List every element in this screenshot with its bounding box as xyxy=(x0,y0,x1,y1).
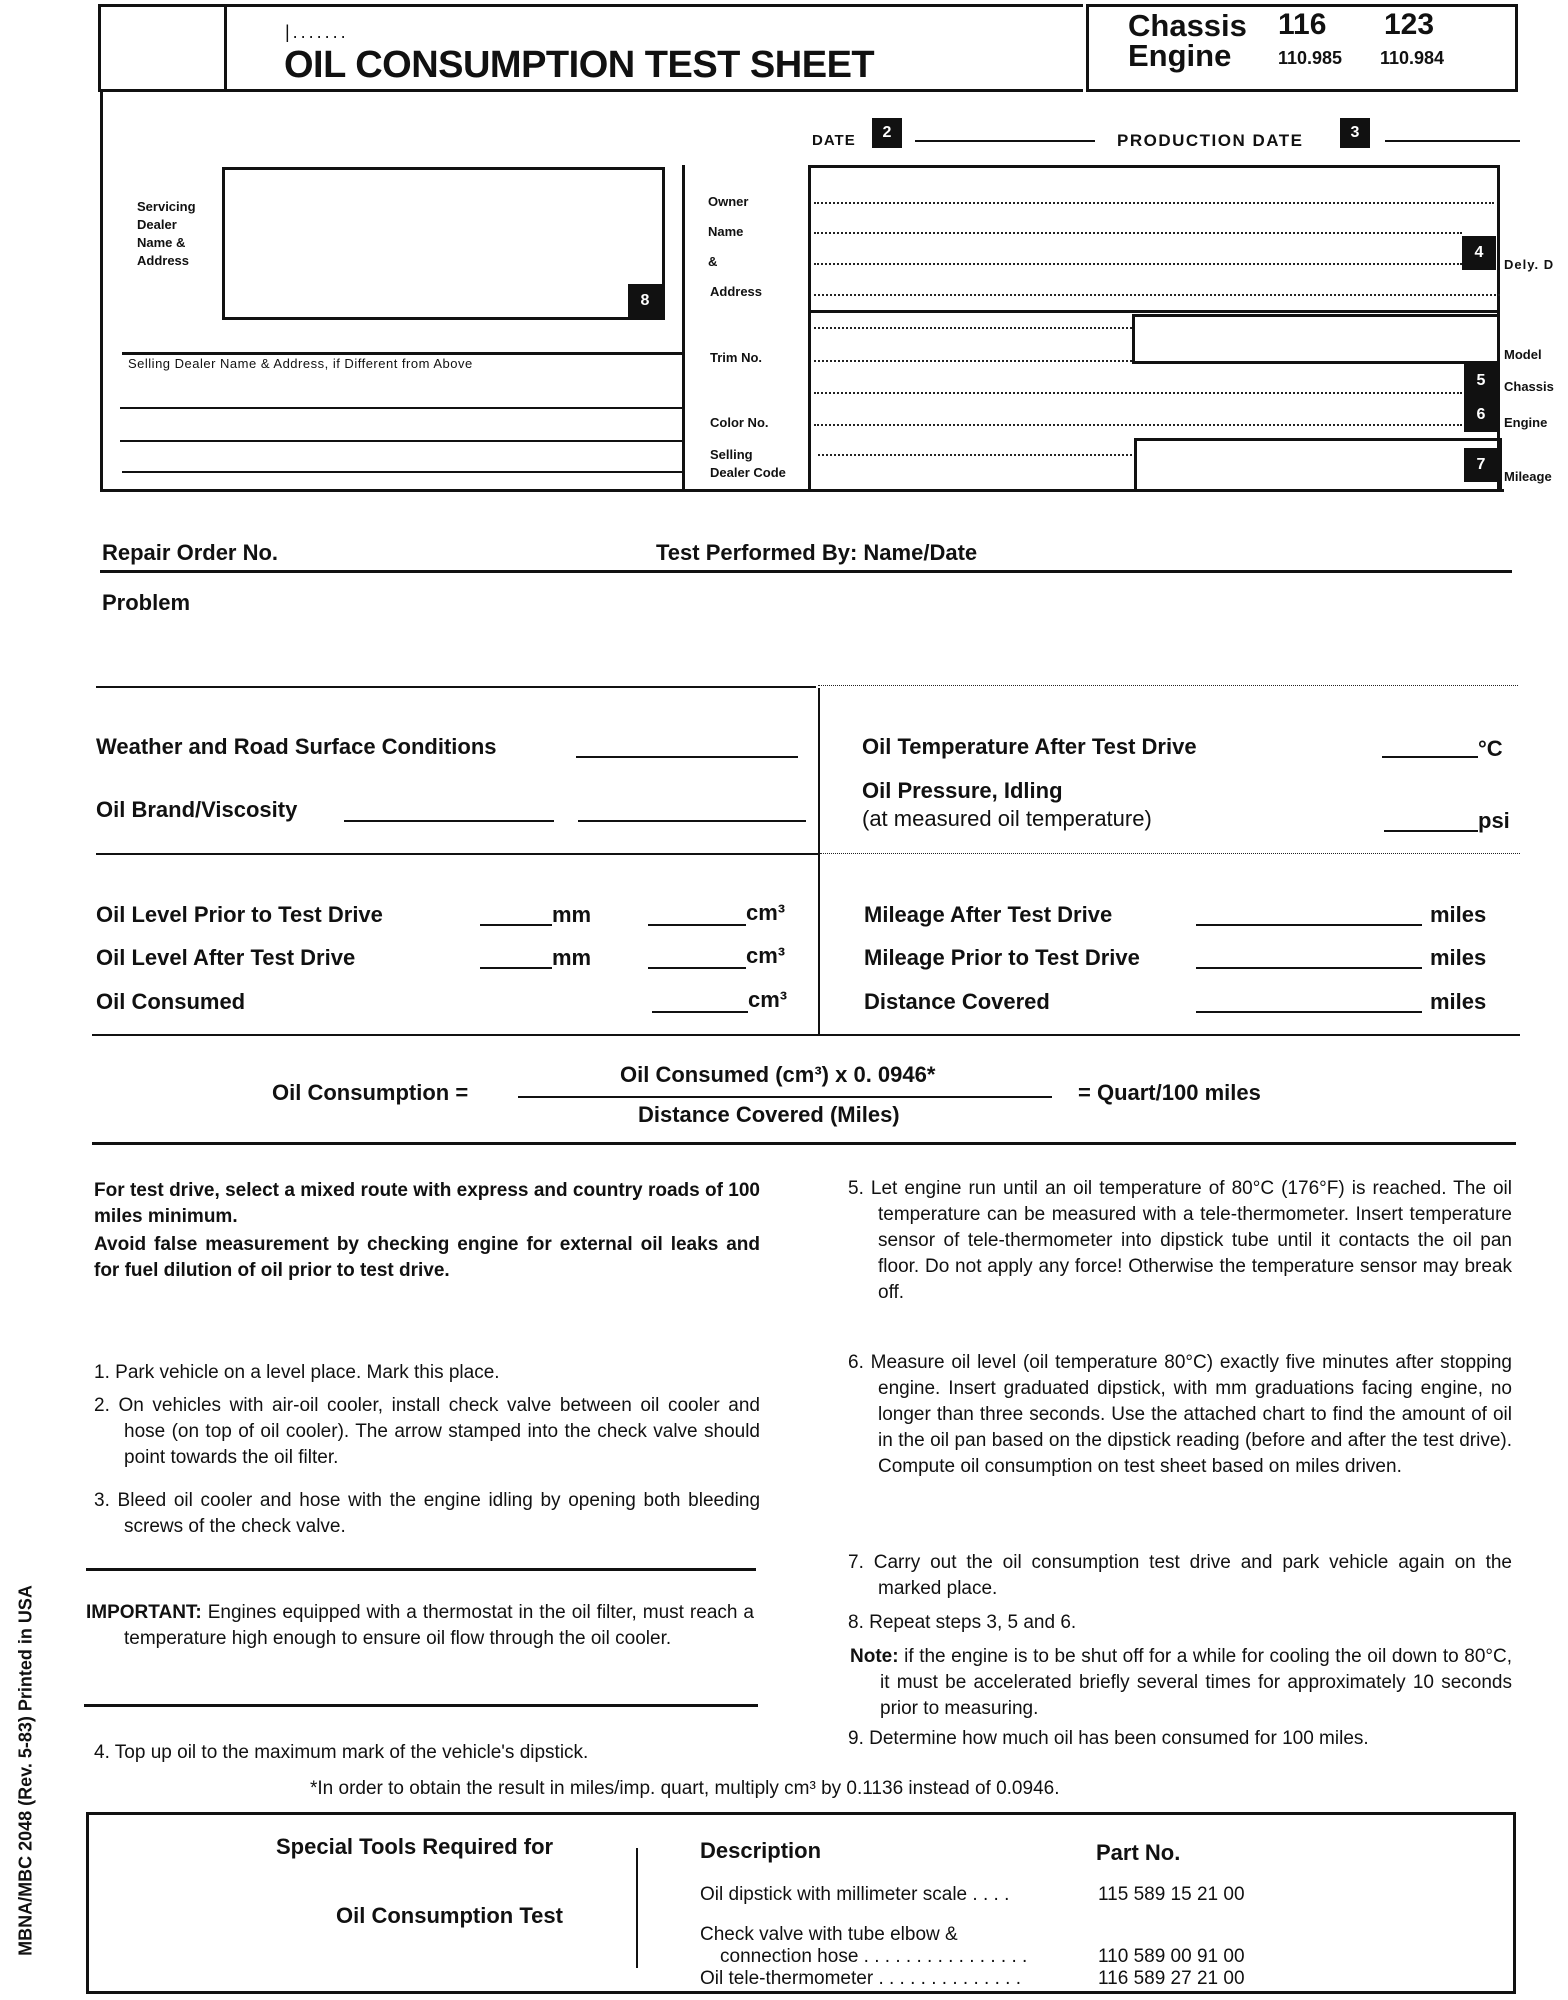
engine-110984: 110.984 xyxy=(1380,48,1445,68)
dealer-owner-divider xyxy=(682,165,685,492)
oil-level-prior-label: Oil Level Prior to Test Drive xyxy=(96,902,383,927)
oil-level-after-label: Oil Level After Test Drive xyxy=(96,945,356,970)
mileage-side-label: Mileage xyxy=(1504,469,1552,484)
oil-brand-field[interactable] xyxy=(344,820,554,822)
tools-divider xyxy=(636,1848,638,1968)
formula-rhs: = Quart/100 miles xyxy=(1078,1080,1261,1105)
tools-heading-2: Oil Consumption Test xyxy=(336,1903,563,1928)
problem-rule-right[interactable] xyxy=(818,685,1518,686)
model-field[interactable] xyxy=(1132,314,1500,364)
step-1: 1. Park vehicle on a level place. Mark this place. xyxy=(94,1362,500,1383)
formula-denominator: Distance Covered (Miles) xyxy=(638,1102,900,1127)
chassis-116: 116 xyxy=(1278,8,1327,41)
tools-heading-1: Special Tools Required for xyxy=(276,1834,554,1859)
owner-line-1[interactable] xyxy=(814,202,1494,204)
formula-fraction-bar xyxy=(518,1096,1052,1098)
selling-dealer-line-2[interactable] xyxy=(120,440,682,442)
chassis-side-label: Chassis xyxy=(1504,379,1554,394)
oil-pressure-label-1: Oil Pressure, Idling xyxy=(862,778,1063,803)
address-label: Address xyxy=(710,284,763,299)
formula-rule xyxy=(92,1142,1516,1145)
model-side-label: Model xyxy=(1504,347,1542,362)
tools-col-part: Part No. xyxy=(1096,1840,1181,1865)
owner-line-4[interactable] xyxy=(814,294,1500,296)
engine-label: Engine xyxy=(1128,38,1232,73)
mileage-prior-unit: miles xyxy=(1430,945,1487,970)
footnote: *In order to obtain the result in miles/imp. quart, multiply cm³ by 0.1136 instead of 0.0946. xyxy=(310,1778,1060,1799)
owner-label: Owner xyxy=(708,194,749,209)
color-line[interactable] xyxy=(814,424,1462,426)
important-note: IMPORTANT: Engines equipped with a thermostat in the oil filter, must reach a temperature high enough to ensure oil flow through the oil cooler. xyxy=(86,1602,754,1649)
weather-label: Weather and Road Surface Conditions xyxy=(96,734,497,759)
engine-badge: 6 xyxy=(1464,398,1498,432)
intro-text-2: Avoid false measurement by checking engine for external oil leaks and for fuel dilution of oil prior to test drive. xyxy=(94,1234,760,1281)
oil-consumed-cm3-unit: cm³ xyxy=(748,987,788,1012)
form-id: MBNA/MBC 2048 (Rev. 5-83) Printed in USA xyxy=(15,1585,36,1956)
oil-pressure-unit: psi xyxy=(1478,808,1510,833)
step-8: 8. Repeat steps 3, 5 and 6. xyxy=(848,1612,1077,1633)
oil-consumed-label: Oil Consumed xyxy=(96,989,246,1014)
servicing-dealer-label: Servicing Dealer Name & Address xyxy=(137,199,196,268)
measurements-rule xyxy=(92,1034,1520,1036)
header-left-divider xyxy=(224,6,227,92)
engine-110985: 110.985 xyxy=(1278,48,1343,68)
date-badge: 2 xyxy=(872,118,902,148)
selling-dealer-label: Selling Dealer Name & Address, if Different from Above xyxy=(128,356,473,371)
servicing-dealer-badge: 8 xyxy=(628,284,662,318)
oil-level-after-cm3-unit: cm³ xyxy=(746,943,786,968)
selling-dealer-line-1[interactable] xyxy=(120,407,682,409)
distance-covered-field[interactable] xyxy=(1196,1011,1422,1013)
intro-text-1: For test drive, select a mixed route with express and country roads of 100 miles minimum. xyxy=(94,1180,760,1227)
selling-dealer-line-3[interactable] xyxy=(122,471,682,473)
owner-line-2[interactable] xyxy=(814,232,1462,234)
step-7: 7. Carry out the oil consumption test drive and park vehicle again on the marked place. xyxy=(848,1552,1513,1599)
production-date-label: PRODUCTION DATE xyxy=(1117,131,1304,150)
owner-line-3[interactable] xyxy=(814,263,1462,265)
chassis-badge: 5 xyxy=(1464,364,1498,398)
ampersand-label: & xyxy=(708,254,718,269)
conditions-rule xyxy=(96,853,818,855)
tool-row-2-part: 110 589 00 91 00 xyxy=(1098,1946,1245,1967)
oil-level-after-cm3[interactable] xyxy=(648,967,746,969)
step-5: 5. Let engine run until an oil temperature of 80°C (176°F) is reached. The oil temperature can be measured with a tele-thermometer. Insert temperature sensor of tele-thermometer into dipstick tube until it contacts the oil pan floor. Do not apply any force! Otherwise the temperature sensor may break off. xyxy=(848,1178,1512,1303)
chassis-line[interactable] xyxy=(814,392,1462,394)
oil-level-prior-cm3-unit: cm³ xyxy=(746,900,786,925)
mileage-after-label: Mileage After Test Drive xyxy=(864,902,1113,927)
step-3: 3. Bleed oil cooler and hose with the engine idling by opening both bleeding screws of the check valve. xyxy=(94,1490,761,1537)
page-title: OIL CONSUMPTION TEST SHEET xyxy=(284,44,875,86)
oil-consumed-cm3[interactable] xyxy=(652,1011,748,1013)
oil-level-prior-mm-unit: mm xyxy=(552,902,592,927)
problem-rule[interactable] xyxy=(96,686,816,688)
production-date-badge: 3 xyxy=(1340,118,1370,148)
mileage-prior-field[interactable] xyxy=(1196,967,1422,969)
name-label: Name xyxy=(708,224,744,239)
step-9: 9. Determine how much oil has been consumed for 100 miles. xyxy=(848,1728,1369,1749)
color-no-label: Color No. xyxy=(710,415,769,430)
step-6: 6. Measure oil level (oil temperature 80°C) exactly five minutes after stopping engine. Insert graduated dipstick, with mm graduations facing engine, no longer than three seconds. Use the attached chart to find the amount of oil in the oil pan based on the dipstick reading (before and after the test drive). Compute oil consumption on test sheet based on miles driven. xyxy=(848,1352,1513,1477)
dely-date-badge: 4 xyxy=(1462,236,1496,270)
oil-temp-label: Oil Temperature After Test Drive xyxy=(862,734,1197,759)
conditions-rule-right xyxy=(820,853,1520,854)
trim-no-label: Trim No. xyxy=(710,350,763,365)
oil-temp-field[interactable] xyxy=(1382,756,1478,758)
selling-dealer-code-label: Selling Dealer Code xyxy=(710,447,786,480)
step-4: 4. Top up oil to the maximum mark of the vehicle's dipstick. xyxy=(94,1742,589,1763)
oil-level-after-mm[interactable] xyxy=(480,967,552,969)
tool-row-3-desc: Oil tele-thermometer . . . . . . . . . . . . . . xyxy=(700,1968,1021,1989)
tool-row-1-part: 115 589 15 21 00 xyxy=(1098,1884,1245,1905)
dely-date-side-label: Dely. D xyxy=(1504,257,1555,272)
logo-mark: |....... xyxy=(285,22,349,42)
repair-order-rule[interactable] xyxy=(100,570,1512,573)
formula-lhs: Oil Consumption = xyxy=(272,1080,469,1105)
selling-code-line[interactable] xyxy=(818,454,1132,456)
engine-side-label: Engine xyxy=(1504,415,1548,430)
oil-pressure-field[interactable] xyxy=(1384,830,1478,832)
tool-row-1-desc: Oil dipstick with millimeter scale . . . . xyxy=(700,1884,1010,1905)
mileage-field[interactable] xyxy=(1134,438,1502,492)
step-2: 2. On vehicles with air-oil cooler, install check valve between oil cooler and hose (on top of oil cooler). The arrow stamped into the check valve should point towards the oil filter. xyxy=(94,1395,760,1468)
tool-row-3-part: 116 589 27 21 00 xyxy=(1098,1968,1245,1989)
tool-row-2-desc: Check valve with tube elbow & xyxy=(700,1924,958,1945)
date-label: DATE xyxy=(812,132,856,149)
distance-covered-unit: miles xyxy=(1430,989,1487,1014)
trim-line-2[interactable] xyxy=(814,360,1132,362)
servicing-dealer-field[interactable] xyxy=(222,167,665,320)
note: Note: if the engine is to be shut off for a while for cooling the oil down to 80°C, it must be accelerated briefly several times for approximately 10 seconds prior to measuring. xyxy=(850,1646,1512,1719)
tool-row-2-desc2: connection hose . . . . . . . . . . . . . . . . xyxy=(720,1946,1028,1967)
selling-dealer-rule xyxy=(122,352,682,355)
oil-level-after-mm-unit: mm xyxy=(552,945,592,970)
oil-viscosity-field[interactable] xyxy=(578,820,806,822)
formula-numerator: Oil Consumed (cm³) x 0. 0946* xyxy=(620,1062,936,1087)
mileage-badge: 7 xyxy=(1464,448,1498,482)
mileage-after-unit: miles xyxy=(1430,902,1487,927)
chassis-label: Chassis xyxy=(1128,8,1247,43)
test-performed-label: Test Performed By: Name/Date xyxy=(656,540,978,565)
important-top-rule xyxy=(86,1568,756,1571)
tools-col-description: Description xyxy=(700,1838,822,1863)
oil-pressure-label-2: (at measured oil temperature) xyxy=(862,806,1152,831)
owner-address-rule xyxy=(808,310,1500,313)
oil-temp-unit: °C xyxy=(1478,736,1503,761)
header-left-edge xyxy=(98,6,101,92)
center-divider xyxy=(818,688,820,1034)
oil-level-prior-mm[interactable] xyxy=(480,924,552,926)
weather-field[interactable] xyxy=(576,756,798,758)
trim-line-1[interactable] xyxy=(814,327,1132,329)
problem-label: Problem xyxy=(102,590,191,615)
mileage-prior-label: Mileage Prior to Test Drive xyxy=(864,945,1140,970)
oil-brand-label: Oil Brand/Viscosity xyxy=(96,797,298,822)
chassis-123: 123 xyxy=(1384,8,1435,41)
oil-level-prior-cm3[interactable] xyxy=(648,924,746,926)
distance-covered-label: Distance Covered xyxy=(864,989,1050,1014)
important-bottom-rule xyxy=(84,1704,758,1707)
mileage-after-field[interactable] xyxy=(1196,924,1422,926)
repair-order-label: Repair Order No. xyxy=(102,540,279,565)
